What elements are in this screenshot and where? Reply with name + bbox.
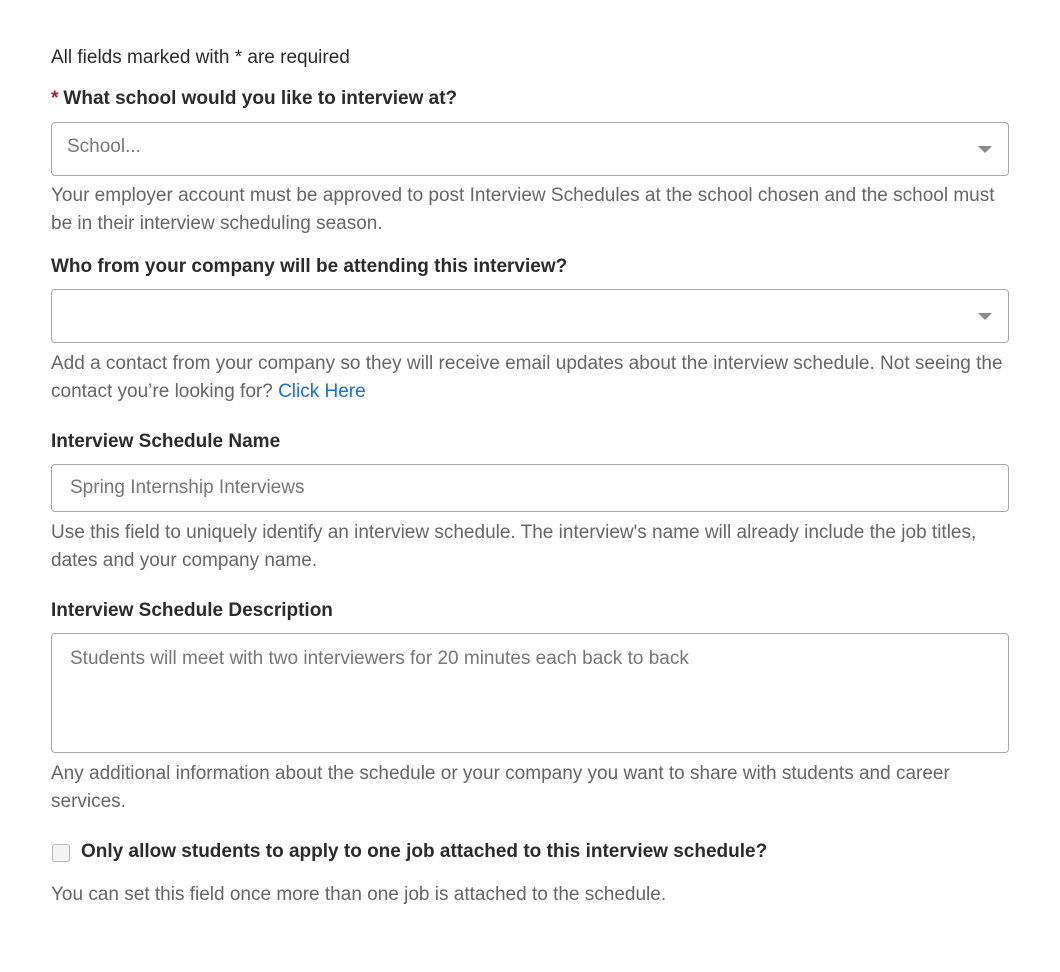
attendee-help-text: Add a contact from your company so they will receive email updates about the interview schedule. Not seeing the contact you’re looking for? (51, 353, 1003, 402)
school-label-text: What school would you like to interview at? (63, 88, 458, 109)
school-select[interactable] (51, 122, 1009, 176)
single-job-checkbox-label[interactable]: Only allow students to apply to one job attached to this interview schedule? (81, 841, 768, 862)
school-help-text: Your employer account must be approved to post Interview Schedules at the school chosen and the school must be in their interview scheduling season. (51, 185, 995, 234)
attendee-label: Who from your company will be attending this interview? (51, 256, 568, 277)
click-here-link[interactable]: Click Here (278, 380, 366, 402)
schedule-name-input[interactable] (51, 464, 1009, 512)
chevron-down-icon (978, 313, 992, 320)
schedule-name-help-text: Use this field to uniquely identify an interview schedule. The interview's name will already include the job titles, dates and your company name. (51, 522, 977, 571)
schedule-name-label: Interview Schedule Name (51, 431, 281, 452)
single-job-checkbox[interactable] (52, 844, 70, 862)
school-select-placeholder: School... (67, 136, 141, 157)
attendee-help (51, 350, 1009, 405)
schedule-description-textarea[interactable] (51, 633, 1009, 753)
schedule-description-label: Interview Schedule Description (51, 600, 333, 621)
required-fields-note: All fields marked with * are required (51, 47, 350, 68)
attendee-select[interactable] (51, 289, 1009, 343)
chevron-down-icon (978, 146, 992, 153)
single-job-help-text: You can set this field once more than one job is attached to the schedule. (51, 884, 667, 905)
school-label (51, 87, 457, 111)
schedule-description-help-text: Any additional information about the schedule or your company you want to share with students and career services. (51, 763, 950, 812)
required-marker: * (51, 88, 59, 109)
